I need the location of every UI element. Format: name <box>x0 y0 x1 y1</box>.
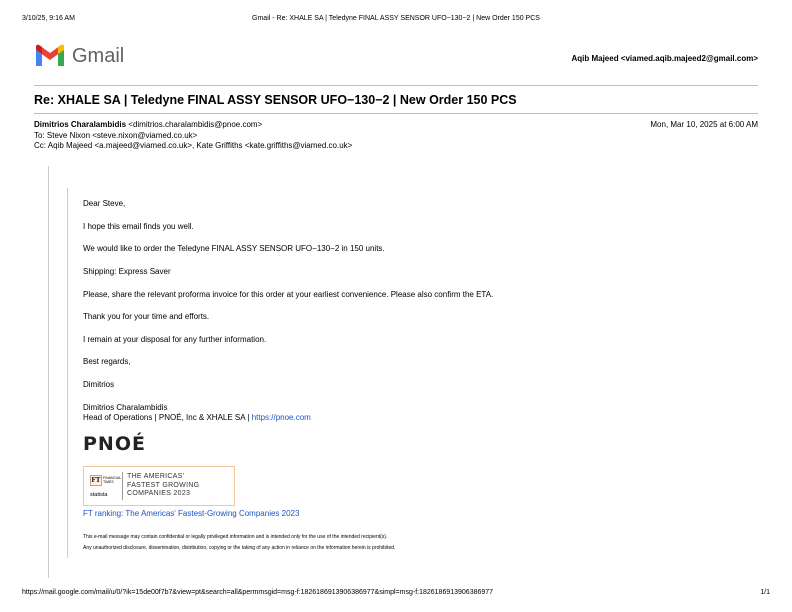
gmail-wordmark: Gmail <box>72 45 125 67</box>
badge-text <box>127 473 199 499</box>
email-subject: Re: XHALE SA | Teledyne FINAL ASSY SENSOR UFO−130−2 | New Order 150 PCS <box>34 93 517 107</box>
ft-logo-text: FINANCIAL TIMES <box>103 476 122 484</box>
body-line-2: We would like to order the Teledyne FINAL ASSY SENSOR UFO−130−2 in 150 units. <box>83 244 385 253</box>
subject-divider <box>34 113 758 114</box>
gmail-m-icon <box>34 44 66 68</box>
account-email: Aqib Majeed <viamed.aqib.majeed2@gmail.com> <box>571 54 758 63</box>
message-datetime: Mon, Mar 10, 2025 at 6:00 AM <box>650 120 758 129</box>
greeting: Dear Steve, <box>83 199 126 208</box>
signature-title-text: Head of Operations | PNOÉ, Inc & XHALE SA | <box>83 413 252 422</box>
print-title: Gmail - Re: XHALE SA | Teledyne FINAL ASSY SENSOR UFO−130−2 | New Order 150 PCS <box>252 15 540 22</box>
recipients-to: To: Steve Nixon <steve.nixon@viamed.co.uk> <box>34 130 198 140</box>
print-date: 3/10/25, 9:16 AM <box>22 15 75 22</box>
disclaimer-line-2: Any unauthorized disclosure, dissemination, distribution, copying or the taking of any action in reliance on the information herein is prohibited. <box>83 545 396 551</box>
body-line-5: Thank you for your time and efforts. <box>83 312 210 321</box>
pnoe-website-link[interactable]: https://pnoe.com <box>251 413 311 422</box>
signature-name: Dimitrios Charalambidis <box>83 403 168 412</box>
body-line-1: I hope this email finds you well. <box>83 222 194 231</box>
ft-logo-box: FT <box>91 476 101 484</box>
sender-email: <dimitrios.charalambidis@pnoe.com> <box>128 120 263 129</box>
quote-bar-inner <box>67 188 68 558</box>
print-url: https://mail.google.com/mail/u/0/?ik=15de00f7b7&view=pt&search=all&permmsgid=msg-f:1826186913906386977&simpl=msg-f:1826186913906386977 <box>22 589 494 596</box>
recipients-cc: Cc: Aqib Majeed <a.majeed@viamed.co.uk>, Kate Griffiths <kate.griffiths@viamed.co.uk> <box>34 141 353 150</box>
signature-title <box>83 413 311 422</box>
badge-line-2: FASTEST GROWING <box>127 481 200 489</box>
header-divider <box>34 85 758 86</box>
ft-logo <box>90 475 120 486</box>
ft-ranking-link[interactable]: FT ranking: The Americas' Fastest-Growing Companies 2023 <box>83 509 300 518</box>
body-line-4: Please, share the relevant proforma invoice for this order at your earliest convenience. Please also confirm the ETA. <box>83 290 494 299</box>
gmail-logo[interactable] <box>34 44 134 70</box>
body-line-3: Shipping: Express Saver <box>83 267 171 276</box>
ft-ranking-badge[interactable] <box>83 466 235 506</box>
sender-name: Dimitrios Charalambidis <box>34 120 127 129</box>
message-meta <box>34 120 758 152</box>
pnoe-logo: PNOÉ <box>83 433 146 455</box>
statista-logo: statista <box>90 492 108 498</box>
body-line-6: I remain at your disposal for any further information. <box>83 335 267 344</box>
quote-bar-outer <box>48 166 49 578</box>
sign-short: Dimitrios <box>83 380 115 389</box>
closing: Best regards, <box>83 357 131 366</box>
print-page-number: 1/1 <box>760 589 770 596</box>
badge-line-3: COMPANIES 2023 <box>127 490 191 497</box>
disclaimer-line-1: This e-mail message may contain confidential or legally privileged information and is intended only for the use of the intended recipient(s). <box>83 534 388 540</box>
badge-divider <box>122 472 123 500</box>
badge-line-1: THE AMERICAS' <box>127 473 185 480</box>
